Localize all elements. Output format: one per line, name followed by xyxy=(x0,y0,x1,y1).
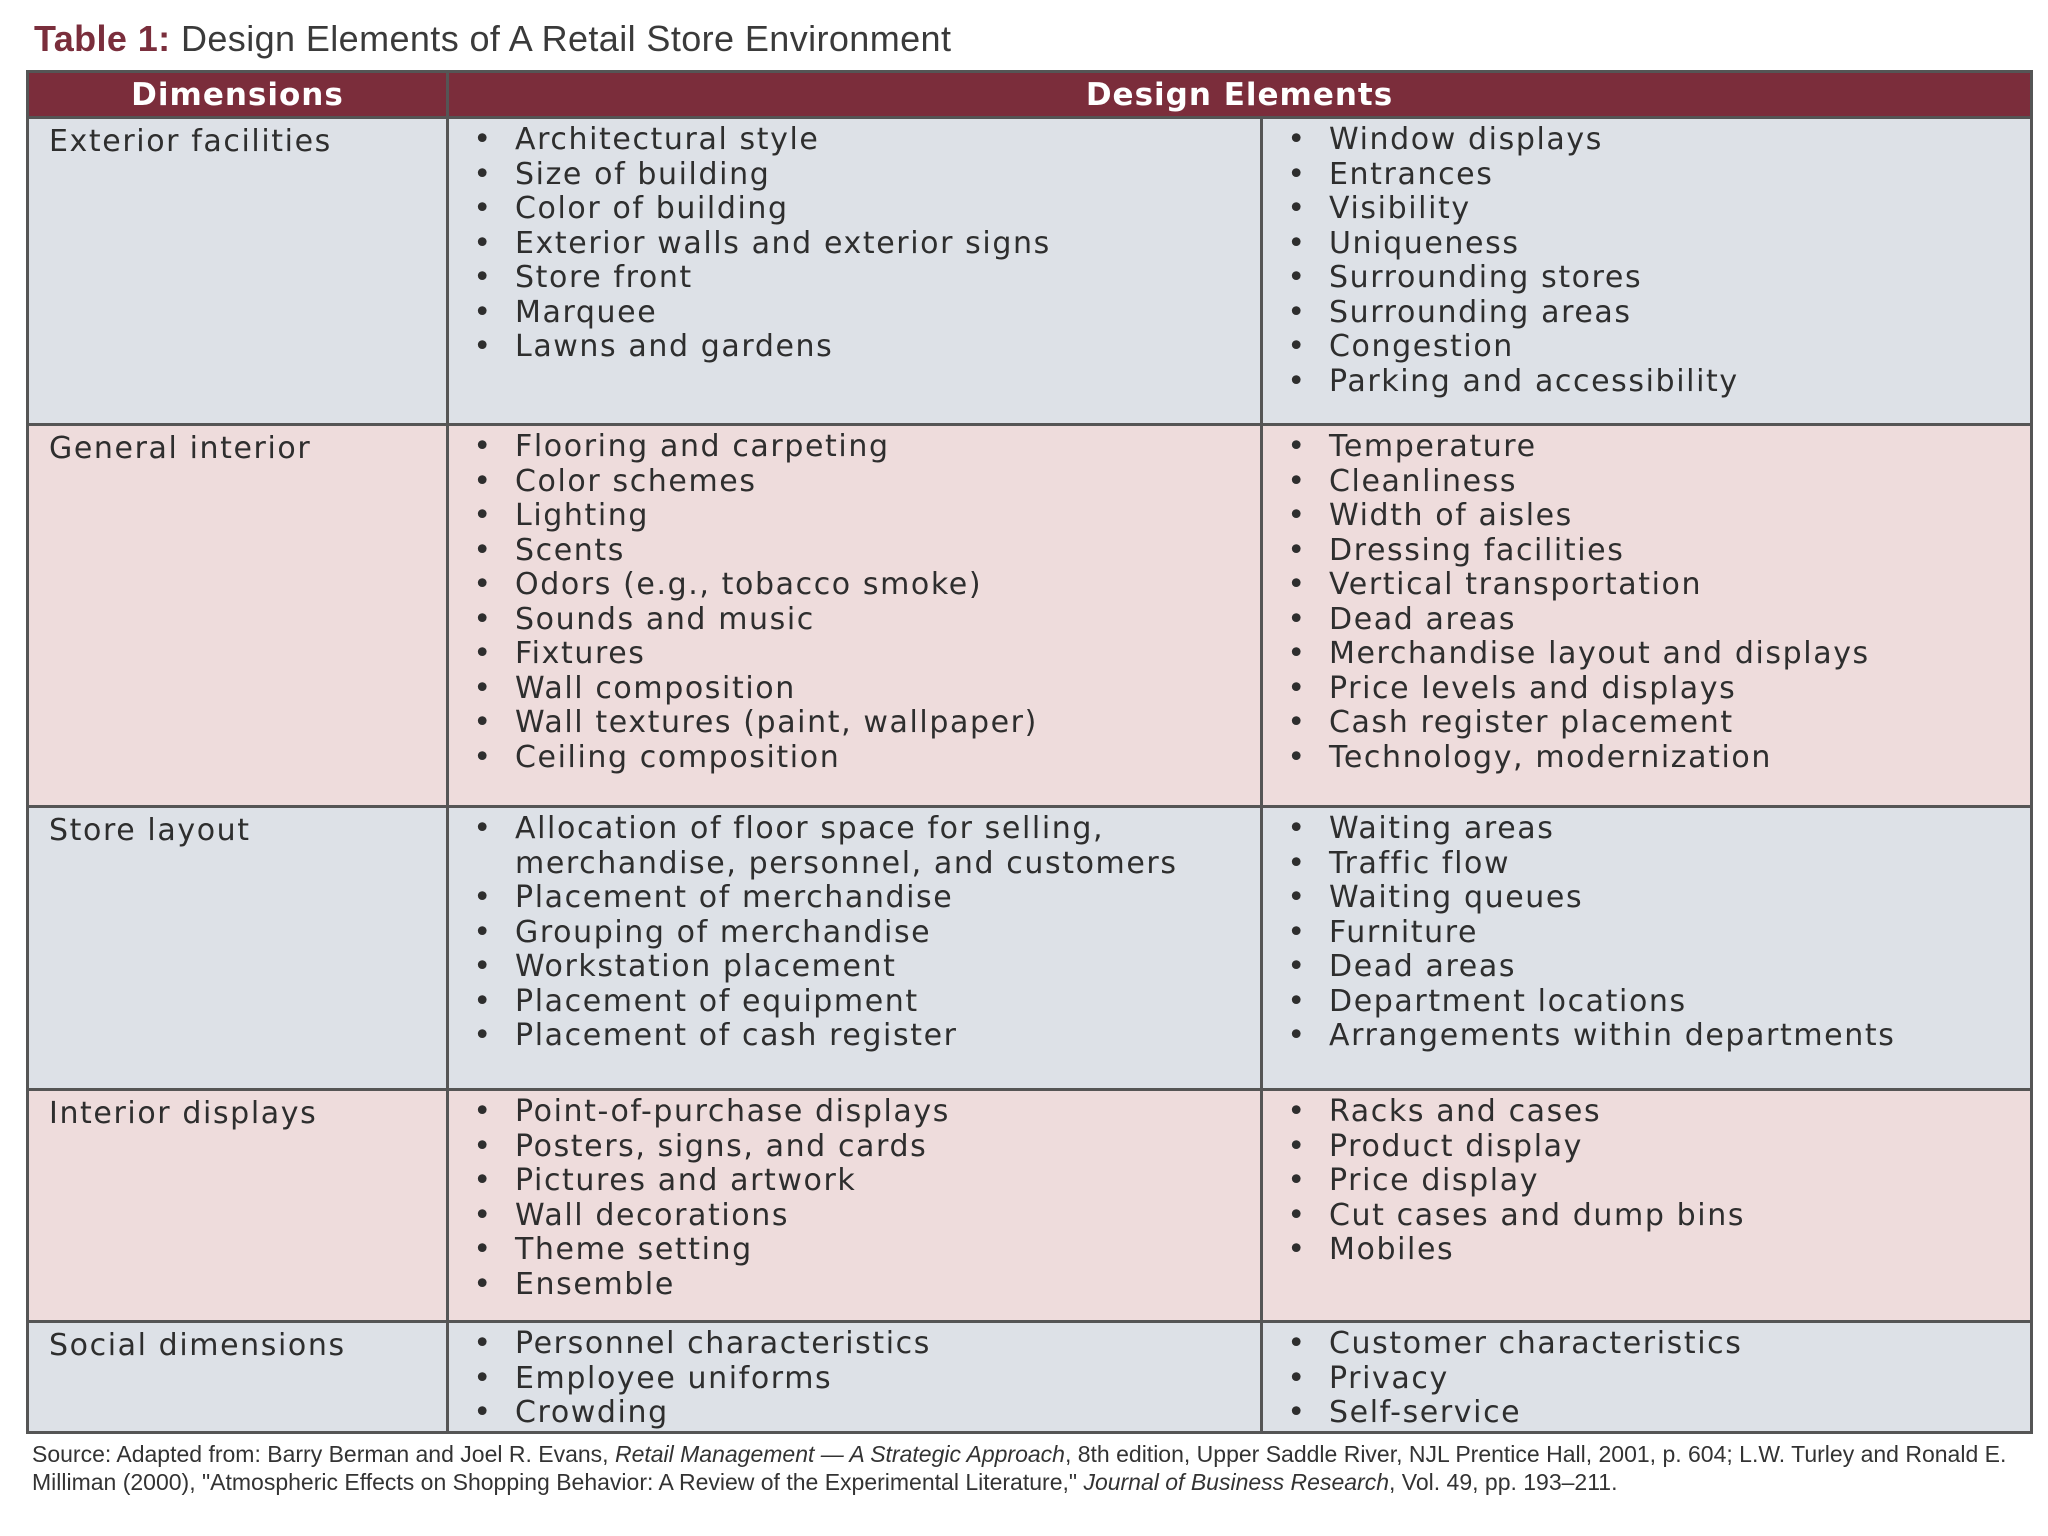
list-item-text: Self-service xyxy=(1329,1395,1522,1430)
design-elements-left-cell xyxy=(448,118,1262,425)
list-item xyxy=(459,1019,1254,1054)
list-item-text: Congestion xyxy=(1329,329,1514,364)
bullet-list xyxy=(459,123,1254,365)
list-item-text: Price display xyxy=(1329,1163,1540,1198)
bullet-icon: • xyxy=(1287,1232,1307,1267)
list-item xyxy=(1273,1199,2024,1234)
bullet-icon: • xyxy=(1287,1163,1307,1198)
list-item xyxy=(1273,261,2024,296)
list-item-text: Width of aisles xyxy=(1329,498,1573,533)
list-item-text: Waiting areas xyxy=(1329,811,1555,846)
bullet-icon: • xyxy=(1287,532,1307,568)
dimension-cell: Exterior facilities xyxy=(28,118,448,425)
source-journal-title: Journal of Business Research xyxy=(1083,1469,1389,1495)
bullet-icon: • xyxy=(473,1163,493,1198)
bullet-icon: • xyxy=(1287,498,1307,533)
header-dimensions: Dimensions xyxy=(28,72,448,118)
list-item xyxy=(459,950,1254,985)
list-item xyxy=(1273,706,2024,741)
bullet-list xyxy=(459,812,1254,1054)
list-item xyxy=(1273,296,2024,331)
bullet-icon: • xyxy=(1287,463,1307,499)
list-item-text: Marquee xyxy=(515,294,658,330)
table-body xyxy=(28,118,2032,1433)
list-item-text: Store front xyxy=(515,260,693,295)
bullet-icon: • xyxy=(1287,1128,1307,1164)
list-item-text: Fixtures xyxy=(515,636,646,671)
list-item xyxy=(1273,534,2024,569)
list-item xyxy=(1273,603,2024,638)
bullet-list xyxy=(1273,1327,2024,1431)
list-item xyxy=(1273,568,2024,603)
bullet-icon: • xyxy=(473,1094,493,1129)
list-item xyxy=(459,812,1254,881)
table-row xyxy=(28,118,2032,425)
list-item-text: Cleanliness xyxy=(1329,463,1518,499)
source-note xyxy=(32,1440,2022,1496)
design-elements-right-cell xyxy=(1262,1322,2032,1433)
bullet-icon: • xyxy=(1287,1326,1307,1361)
bullet-list xyxy=(459,1095,1254,1302)
bullet-icon: • xyxy=(1287,601,1307,637)
list-item-text: Racks and cases xyxy=(1329,1094,1602,1129)
bullet-icon: • xyxy=(1287,983,1307,1019)
list-item xyxy=(1273,741,2024,776)
list-item xyxy=(1273,1164,2024,1199)
design-elements-left-cell xyxy=(448,807,1262,1090)
list-item xyxy=(459,1268,1254,1303)
list-item-text: Vertical transportation xyxy=(1329,567,1703,602)
bullet-icon: • xyxy=(473,498,493,533)
list-item-text: Cut cases and dump bins xyxy=(1329,1197,1746,1233)
list-item xyxy=(459,158,1254,193)
list-item xyxy=(459,296,1254,331)
list-item-text: Placement of equipment xyxy=(515,983,919,1019)
bullet-icon: • xyxy=(473,1360,493,1396)
source-text-1: Source: Adapted from: Barry Berman and Joel R. Evans, xyxy=(32,1441,615,1467)
table-row xyxy=(28,1322,2032,1433)
list-item xyxy=(1273,123,2024,158)
list-item-text: Department locations xyxy=(1329,983,1687,1019)
list-item xyxy=(459,534,1254,569)
list-item xyxy=(1273,365,2024,400)
list-item-text: Ensemble xyxy=(515,1266,675,1302)
bullet-icon: • xyxy=(1287,739,1307,775)
bullet-icon: • xyxy=(1287,880,1307,915)
bullet-icon: • xyxy=(1287,811,1307,846)
list-item xyxy=(459,603,1254,638)
list-item-text: Merchandise layout and displays xyxy=(1329,636,1870,671)
table-row xyxy=(28,807,2032,1090)
list-item-text: Grouping of merchandise xyxy=(515,914,932,950)
dimension-cell: General interior xyxy=(28,425,448,807)
bullet-icon: • xyxy=(1287,636,1307,671)
list-item-text: Placement of merchandise xyxy=(515,880,954,915)
bullet-icon: • xyxy=(1287,122,1307,157)
bullet-icon: • xyxy=(473,636,493,671)
list-item-text: Personnel characteristics xyxy=(515,1326,931,1361)
list-item xyxy=(1273,1233,2024,1268)
list-item xyxy=(1273,1396,2024,1431)
list-item-text: Mobiles xyxy=(1329,1232,1455,1267)
list-item-text: Temperature xyxy=(1329,429,1537,464)
list-item-text: Dead areas xyxy=(1329,949,1517,984)
list-item-text: Workstation placement xyxy=(515,949,897,984)
bullet-icon: • xyxy=(473,1326,493,1361)
bullet-icon: • xyxy=(1287,294,1307,330)
list-item-text: Cash register placement xyxy=(1329,705,1734,740)
bullet-icon: • xyxy=(1287,914,1307,950)
design-elements-left-cell xyxy=(448,1322,1262,1433)
bullet-icon: • xyxy=(473,880,493,915)
bullet-list xyxy=(1273,123,2024,399)
list-item xyxy=(1273,330,2024,365)
design-elements-left-cell xyxy=(448,425,1262,807)
bullet-list xyxy=(459,430,1254,775)
list-item-text: Employee uniforms xyxy=(515,1360,833,1396)
source-text-3: , Vol. 49, pp. 193–211. xyxy=(1389,1469,1618,1495)
list-item xyxy=(459,672,1254,707)
table-row xyxy=(28,1090,2032,1322)
list-item-text: Flooring and carpeting xyxy=(515,429,890,464)
design-elements-right-cell xyxy=(1262,1090,2032,1322)
design-elements-table xyxy=(26,70,2033,1434)
list-item xyxy=(459,330,1254,365)
list-item-text: Privacy xyxy=(1329,1360,1449,1396)
list-item-text: Wall decorations xyxy=(515,1197,790,1233)
list-item-text: Lighting xyxy=(515,498,650,533)
bullet-list xyxy=(1273,1095,2024,1268)
list-item-text: Scents xyxy=(515,532,626,568)
bullet-icon: • xyxy=(473,532,493,568)
list-item-text: Waiting queues xyxy=(1329,880,1584,915)
bullet-icon: • xyxy=(473,1266,493,1302)
bullet-icon: • xyxy=(1287,429,1307,464)
list-item-text: Price levels and displays xyxy=(1329,670,1737,706)
design-elements-right-cell xyxy=(1262,118,2032,425)
bullet-icon: • xyxy=(473,463,493,499)
list-item xyxy=(459,568,1254,603)
list-item-text: Exterior walls and exterior signs xyxy=(515,225,1051,261)
list-item xyxy=(459,192,1254,227)
bullet-icon: • xyxy=(473,122,493,157)
bullet-icon: • xyxy=(473,983,493,1019)
list-item xyxy=(459,1199,1254,1234)
list-item-text: Crowding xyxy=(515,1395,669,1430)
list-item xyxy=(1273,1095,2024,1130)
list-item-text: Furniture xyxy=(1329,914,1479,950)
bullet-icon: • xyxy=(473,1232,493,1267)
source-book-title: Retail Management — A Strategic Approach xyxy=(614,1441,1065,1467)
bullet-icon: • xyxy=(1287,1360,1307,1396)
list-item xyxy=(459,637,1254,672)
bullet-list xyxy=(1273,430,2024,775)
bullet-icon: • xyxy=(473,429,493,464)
list-item-text: Lawns and gardens xyxy=(515,329,834,364)
list-item xyxy=(1273,672,2024,707)
list-item xyxy=(1273,227,2024,262)
dimension-cell: Store layout xyxy=(28,807,448,1090)
dimension-cell: Social dimensions xyxy=(28,1322,448,1433)
design-elements-left-cell xyxy=(448,1090,1262,1322)
design-elements-right-cell xyxy=(1262,807,2032,1090)
list-item xyxy=(1273,847,2024,882)
list-item-text: Arrangements within departments xyxy=(1329,1018,1896,1053)
table-title-text: Design Elements of A Retail Store Environment xyxy=(180,18,952,59)
bullet-icon: • xyxy=(473,1128,493,1164)
list-item-text: Theme setting xyxy=(515,1232,753,1267)
list-item-text: Traffic flow xyxy=(1329,845,1511,881)
bullet-icon: • xyxy=(473,705,493,740)
bullet-icon: • xyxy=(1287,156,1307,192)
bullet-icon: • xyxy=(1287,225,1307,261)
list-item xyxy=(1273,192,2024,227)
list-item-text: Customer characteristics xyxy=(1329,1326,1743,1361)
source-text-2: , 8th edition, Upper Saddle River, NJL Prentice Hall, 2001, p. 604; L.W. Turley and Ronald E. Milliman (2000), "Atmospheric Effects on Shopping Behavior: A Review of the Experimental Literature," xyxy=(32,1441,2007,1495)
bullet-icon: • xyxy=(473,567,493,602)
bullet-icon: • xyxy=(473,191,493,226)
bullet-icon: • xyxy=(473,260,493,295)
list-item-text: Pictures and artwork xyxy=(515,1163,857,1198)
list-item-text: Window displays xyxy=(1329,122,1603,157)
bullet-icon: • xyxy=(1287,949,1307,984)
list-item xyxy=(1273,1327,2024,1362)
list-item xyxy=(459,881,1254,916)
list-item xyxy=(459,465,1254,500)
bullet-icon: • xyxy=(473,1018,493,1053)
list-item xyxy=(1273,985,2024,1020)
list-item-text: Surrounding stores xyxy=(1329,260,1643,295)
bullet-icon: • xyxy=(1287,845,1307,881)
bullet-icon: • xyxy=(1287,1018,1307,1053)
list-item-text: Posters, signs, and cards xyxy=(515,1128,928,1164)
list-item-text: Technology, modernization xyxy=(1329,739,1772,775)
dimension-cell: Interior displays xyxy=(28,1090,448,1322)
list-item-text: Wall textures (paint, wallpaper) xyxy=(515,705,1038,740)
bullet-icon: • xyxy=(473,1197,493,1233)
table-title xyxy=(34,18,951,60)
list-item xyxy=(459,706,1254,741)
list-item-text: Ceiling composition xyxy=(515,739,841,775)
list-item xyxy=(1273,430,2024,465)
header-row xyxy=(28,72,2032,118)
list-item xyxy=(459,741,1254,776)
list-item xyxy=(459,1164,1254,1199)
bullet-icon: • xyxy=(473,601,493,637)
list-item-text: Placement of cash register xyxy=(515,1018,958,1053)
list-item xyxy=(1273,499,2024,534)
list-item xyxy=(459,1095,1254,1130)
table-number-label: Table 1: xyxy=(34,18,171,59)
list-item-text: Entrances xyxy=(1329,156,1494,192)
list-item xyxy=(459,261,1254,296)
list-item xyxy=(459,499,1254,534)
list-item xyxy=(459,1233,1254,1268)
list-item-text: Color schemes xyxy=(515,463,757,499)
list-item xyxy=(1273,1130,2024,1165)
list-item xyxy=(459,985,1254,1020)
list-item xyxy=(1273,1362,2024,1397)
list-item-text: Color of building xyxy=(515,191,789,226)
list-item xyxy=(459,916,1254,951)
list-item xyxy=(1273,158,2024,193)
list-item xyxy=(1273,465,2024,500)
bullet-icon: • xyxy=(1287,1197,1307,1233)
list-item-text: Architectural style xyxy=(515,122,820,157)
bullet-list xyxy=(459,1327,1254,1431)
bullet-icon: • xyxy=(1287,1395,1307,1430)
list-item-text: Wall composition xyxy=(515,670,796,706)
bullet-icon: • xyxy=(1287,191,1307,226)
list-item-text: Allocation of floor space for selling, merchandise, personnel, and customers xyxy=(515,811,1178,881)
bullet-list xyxy=(1273,812,2024,1054)
list-item xyxy=(1273,812,2024,847)
list-item xyxy=(459,123,1254,158)
bullet-icon: • xyxy=(473,949,493,984)
bullet-icon: • xyxy=(1287,329,1307,364)
bullet-icon: • xyxy=(1287,705,1307,740)
bullet-icon: • xyxy=(473,1395,493,1430)
list-item xyxy=(459,1396,1254,1431)
bullet-icon: • xyxy=(473,156,493,192)
list-item-text: Dressing facilities xyxy=(1329,532,1625,568)
list-item-text: Size of building xyxy=(515,156,771,192)
list-item-text: Product display xyxy=(1329,1128,1583,1164)
list-item-text: Surrounding areas xyxy=(1329,294,1632,330)
bullet-icon: • xyxy=(1287,260,1307,295)
design-elements-right-cell xyxy=(1262,425,2032,807)
list-item-text: Sounds and music xyxy=(515,601,815,637)
list-item-text: Point-of-purchase displays xyxy=(515,1094,950,1129)
list-item xyxy=(1273,1019,2024,1054)
header-design-elements: Design Elements xyxy=(448,72,2032,118)
bullet-icon: • xyxy=(473,329,493,364)
list-item xyxy=(1273,916,2024,951)
bullet-icon: • xyxy=(1287,363,1307,399)
list-item xyxy=(459,430,1254,465)
list-item-text: Dead areas xyxy=(1329,601,1517,637)
list-item xyxy=(1273,881,2024,916)
list-item-text: Odors (e.g., tobacco smoke) xyxy=(515,567,983,602)
bullet-icon: • xyxy=(473,914,493,950)
bullet-icon: • xyxy=(473,739,493,775)
list-item xyxy=(1273,950,2024,985)
bullet-icon: • xyxy=(1287,1094,1307,1129)
list-item-text: Uniqueness xyxy=(1329,225,1520,261)
bullet-icon: • xyxy=(473,294,493,330)
bullet-icon: • xyxy=(473,670,493,706)
bullet-icon: • xyxy=(1287,567,1307,602)
bullet-icon: • xyxy=(473,225,493,261)
list-item-text: Parking and accessibility xyxy=(1329,363,1739,399)
list-item xyxy=(459,1130,1254,1165)
bullet-icon: • xyxy=(1287,670,1307,706)
list-item xyxy=(459,1362,1254,1397)
table-row xyxy=(28,425,2032,807)
list-item xyxy=(1273,637,2024,672)
list-item xyxy=(459,1327,1254,1362)
bullet-icon: • xyxy=(473,811,493,846)
list-item-text: Visibility xyxy=(1329,191,1471,226)
list-item xyxy=(459,227,1254,262)
